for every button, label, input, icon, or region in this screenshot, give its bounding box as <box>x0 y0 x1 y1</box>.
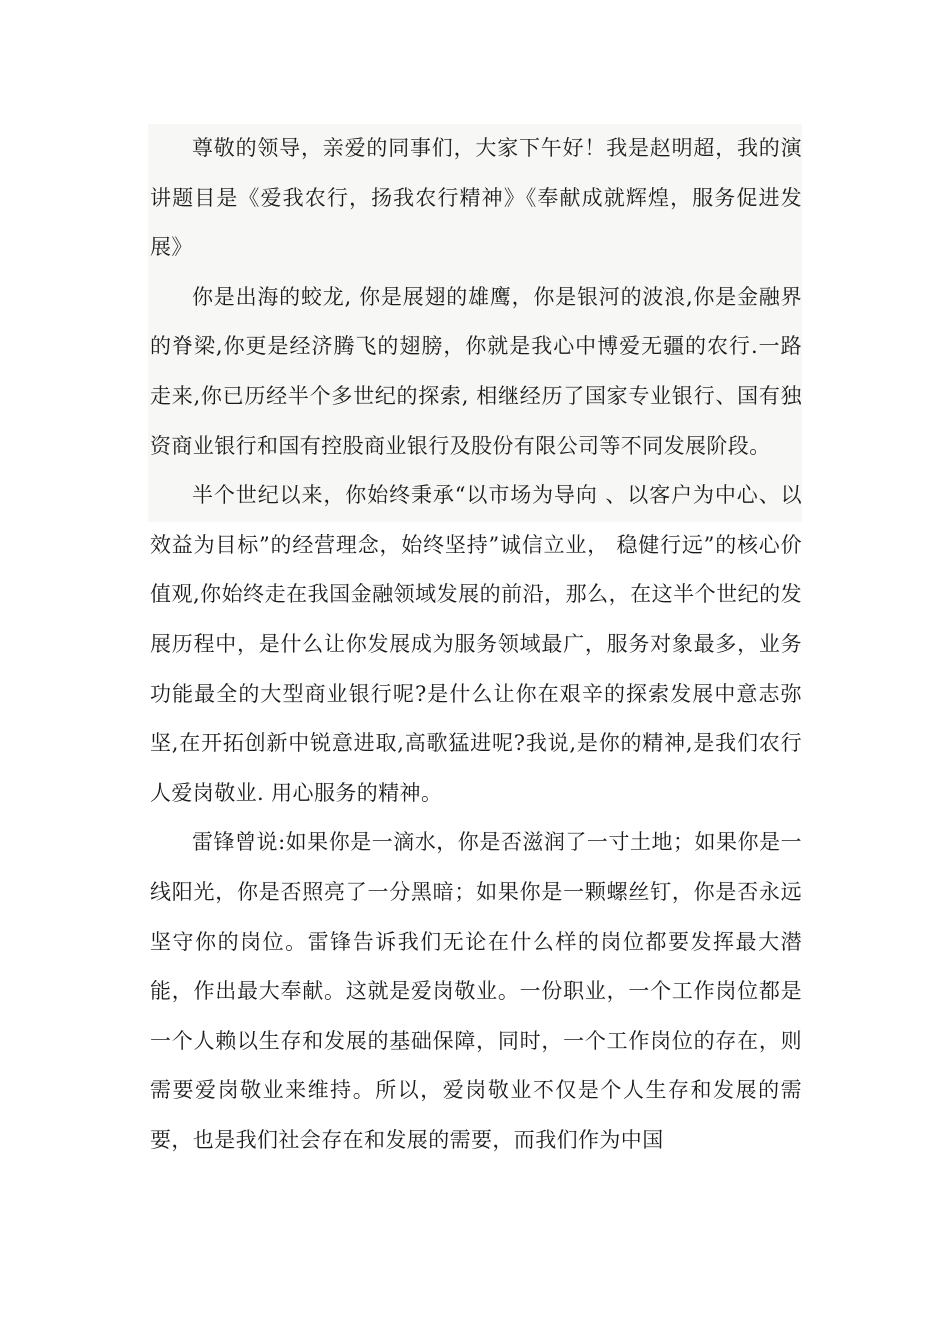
paragraph-spirit: 半个世纪以来，你始终秉承“以市场为导向 、以客户为中心、以效益为目标”的经营理念，始终坚持”诚信立业， 稳健行远”的核心价值观,你始终走在我国金融领域发展的前沿，那么，在这半个世纪的发展历程中，是什么让你发展成为服务领域最广，服务对象最多，业务功能最全的大型商业银行呢?是什么让你在艰辛的探索发展中意志弥坚,在开拓创新中锐意进取,高歌猛进呢?我说,是你的精神,是我们农行人爱岗敬业. 用心服务的精神。 <box>150 483 802 805</box>
paragraph-intro: 你是出海的蛟龙, 你是展翅的雄鹰，你是银河的波浪,你是金融界的脊梁,你更是经济腾飞的翅膀，你就是我心中博爱无疆的农行.一路走来,你已历经半个多世纪的探索, 相继经历了国家专业银行、国有独资商业银行和国有控股商业银行及股份有限公司等不同发展阶段。 <box>150 284 802 458</box>
paragraph-leifeng: 雷锋曾说:如果你是一滴水，你是否滋润了一寸土地；如果你是一线阳光，你是否照亮了一分黑暗；如果你是一颗螺丝钉，你是否永远坚守你的岗位。雷锋告诉我们无论在什么样的岗位都要发挥最大潜能，作出最大奉献。这就是爱岗敬业。一份职业，一个工作岗位都是一个人赖以生存和发展的基础保障，同时，一个工作岗位的存在，则需要爱岗敬业来维持。所以，爱岗敬业不仅是个人生存和发展的需要，也是我们社会存在和发展的需要，而我们作为中国 <box>150 830 802 1152</box>
document-body <box>150 124 802 1165</box>
paragraph-greeting: 尊敬的领导，亲爱的同事们，大家下午好！我是赵明超，我的演讲题目是《爱我农行，扬我农行精神》《奉献成就辉煌，服务促进发展》 <box>150 136 802 260</box>
